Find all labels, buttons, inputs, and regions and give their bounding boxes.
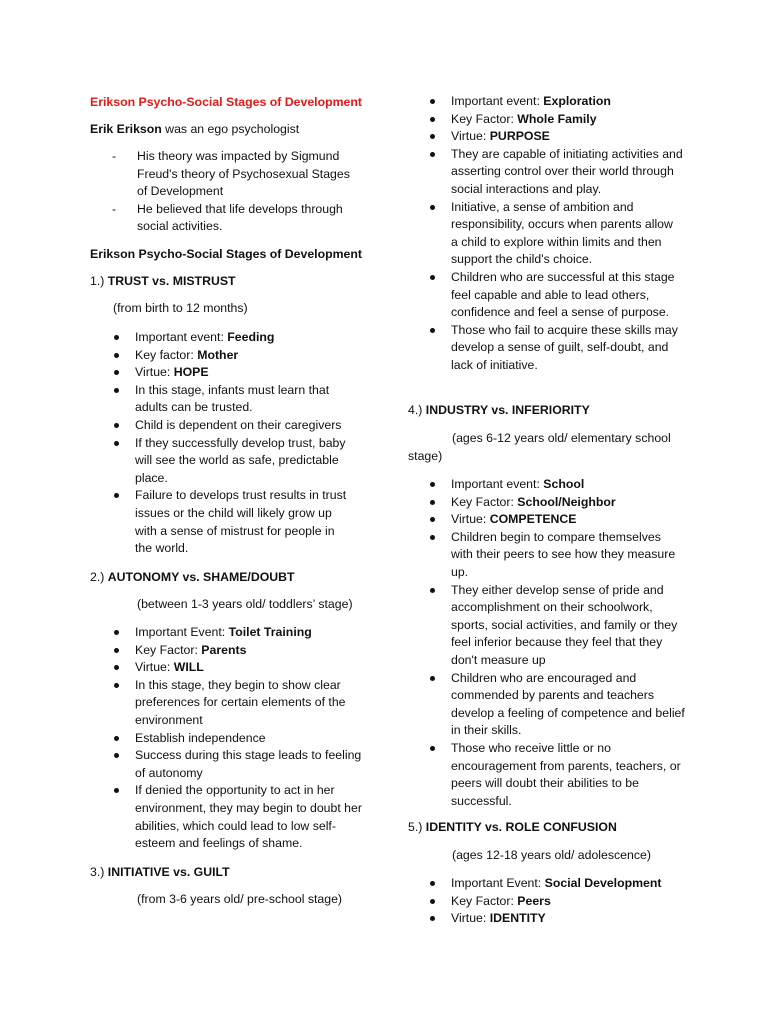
event-value: Exploration	[543, 94, 611, 108]
stage-number: 1.)	[90, 274, 108, 288]
stage-4-note: They either develop sense of pride and accomplishment on their schoolwork, sports, social activities, and family or they feel inferior because they feel that they don't measure up	[428, 582, 686, 670]
stage-3-note: They are capable of initiating activities and asserting control over their world through social interactions and play.	[428, 146, 683, 199]
event-value: Feeding	[227, 330, 275, 344]
stage-3-age: (from 3-6 years old/ pre-school stage)	[137, 892, 343, 906]
stage-4-note: Children begin to compare themselves with their peers to see how they measure up.	[428, 529, 686, 582]
virtue-value: COMPETENCE	[489, 512, 577, 527]
stage-name: INITIATIVE vs. GUILT	[107, 865, 230, 879]
stage-2-event	[112, 624, 367, 642]
event-label: Important Event:	[451, 876, 545, 890]
stage-5-factor	[428, 893, 686, 911]
stage-2-note: Establish independence	[112, 730, 367, 748]
virtue-label: Virtue:	[135, 365, 174, 380]
stage-2-factor	[112, 642, 367, 660]
stage-1-note: Failure to develops trust results in trust issues or the child will likely grow up with a sense of mistrust for people in the world.	[112, 487, 347, 557]
stage-5-heading	[408, 819, 617, 837]
intro-text: was an ego psychologist	[161, 122, 300, 136]
document-title: Erikson Psycho-Social Stages of Development	[90, 95, 362, 109]
stage-3-note: Children who are successful at this stage feel capable and able to lead others, confidence and feel a sense of purpose.	[428, 269, 683, 322]
stage-1-note: In this stage, infants must learn that adults can be trusted.	[112, 382, 347, 417]
virtue-label: Virtue:	[451, 911, 490, 926]
event-label: Important event:	[451, 94, 544, 108]
stage-3-event	[428, 93, 683, 111]
virtue-value: HOPE	[173, 365, 209, 380]
stage-2-note: If denied the opportunity to act in her environment, they may begin to doubt her abilities, which could lead to low self-esteem and feelings of shame.	[112, 782, 367, 852]
event-label: Important event:	[451, 477, 544, 491]
stage-3-note: Those who fail to acquire these skills may develop a sense of guilt, self-doubt, and lack of initiative.	[428, 322, 683, 375]
author-name: Erik Erikson	[90, 122, 162, 136]
stage-2-heading	[90, 569, 295, 587]
event-value: Social Development	[544, 876, 662, 890]
stage-4-virtue	[428, 511, 686, 529]
stage-name: TRUST vs. MISTRUST	[107, 274, 236, 288]
stage-3-list	[428, 93, 683, 375]
intro-point: - He believed that life develops through social activities.	[112, 201, 352, 236]
stage-name: IDENTITY vs. ROLE CONFUSION	[425, 820, 617, 834]
virtue-value: IDENTITY	[489, 911, 546, 926]
virtue-label: Virtue:	[451, 512, 490, 527]
stage-2-note: In this stage, they begin to show clear preferences for certain elements of the environment	[112, 677, 367, 730]
section-heading: Erikson Psycho-Social Stages of Development	[90, 247, 362, 261]
stage-5-age: (ages 12-18 years old/ adolescence)	[452, 848, 651, 862]
event-value: School	[543, 477, 585, 491]
event-label: Important event:	[135, 330, 228, 344]
stage-2-list	[112, 624, 367, 853]
stage-1-heading	[90, 273, 236, 291]
stage-name: AUTONOMY vs. SHAME/DOUBT	[107, 570, 295, 584]
stage-name: INDUSTRY vs. INFERIORITY	[425, 403, 590, 417]
stage-number: 3.)	[90, 865, 108, 879]
stage-4-note: Children who are encouraged and commended by parents and teachers develop a feeling of competence and belief in their skills.	[428, 670, 686, 740]
stage-1-factor	[112, 347, 347, 365]
stage-4-age: (ages 6-12 years old/ elementary school stage)	[408, 431, 671, 463]
stage-2-note: Success during this stage leads to feeling of autonomy	[112, 747, 367, 782]
factor-value: Mother	[197, 347, 239, 362]
factor-label: Key Factor:	[451, 494, 518, 509]
virtue-value: WILL	[173, 660, 204, 675]
stage-4-event	[428, 476, 686, 494]
factor-label: Key Factor:	[135, 642, 202, 657]
intro-line	[90, 121, 299, 139]
stage-5-virtue	[428, 910, 686, 928]
stage-3-note: Initiative, a sense of ambition and responsibility, occurs when parents allow a child to explore within limits and then support the child's choice.	[428, 199, 683, 269]
stage-2-age: (between 1-3 years old/ toddlers’ stage)	[137, 597, 353, 611]
stage-number: 2.)	[90, 570, 108, 584]
stage-1-note: Child is dependent on their caregivers	[112, 417, 347, 435]
intro-point: - His theory was impacted by Sigmund Freud's theory of Psychosexual Stages of Development	[112, 148, 352, 201]
stage-3-factor	[428, 111, 683, 129]
factor-label: Key Factor:	[451, 893, 518, 908]
factor-value: School/Neighbor	[517, 494, 616, 509]
stage-1-virtue	[112, 364, 347, 382]
stage-3-heading	[90, 864, 230, 882]
stage-1-event	[112, 329, 347, 347]
stage-1-note: If they successfully develop trust, baby will see the world as safe, predictable place.	[112, 435, 347, 488]
stage-5-event	[428, 875, 686, 893]
virtue-value: PURPOSE	[489, 129, 550, 144]
stage-1-age: (from birth to 12 months)	[113, 301, 248, 315]
stage-4-factor	[428, 494, 686, 512]
stage-4-note: Those who receive little or no encouragement from parents, teachers, or peers will doubt their abilities to be successful.	[428, 740, 686, 810]
factor-value: Peers	[517, 893, 551, 908]
factor-value: Parents	[201, 642, 247, 657]
factor-label: Key Factor:	[451, 111, 518, 126]
event-label: Important Event:	[135, 625, 229, 639]
stage-4-list	[428, 476, 686, 810]
stage-4-heading	[408, 402, 590, 420]
factor-value: Whole Family	[517, 111, 597, 126]
virtue-label: Virtue:	[451, 129, 490, 144]
event-value: Toilet Training	[228, 625, 312, 639]
factor-label: Key factor:	[135, 347, 198, 362]
stage-number: 4.)	[408, 403, 426, 417]
stage-2-virtue	[112, 659, 367, 677]
intro-points	[112, 148, 352, 236]
virtue-label: Virtue:	[135, 660, 174, 675]
stage-1-list	[112, 329, 347, 558]
stage-3-virtue	[428, 128, 683, 146]
stage-number: 5.)	[408, 820, 426, 834]
stage-5-list	[428, 875, 686, 928]
